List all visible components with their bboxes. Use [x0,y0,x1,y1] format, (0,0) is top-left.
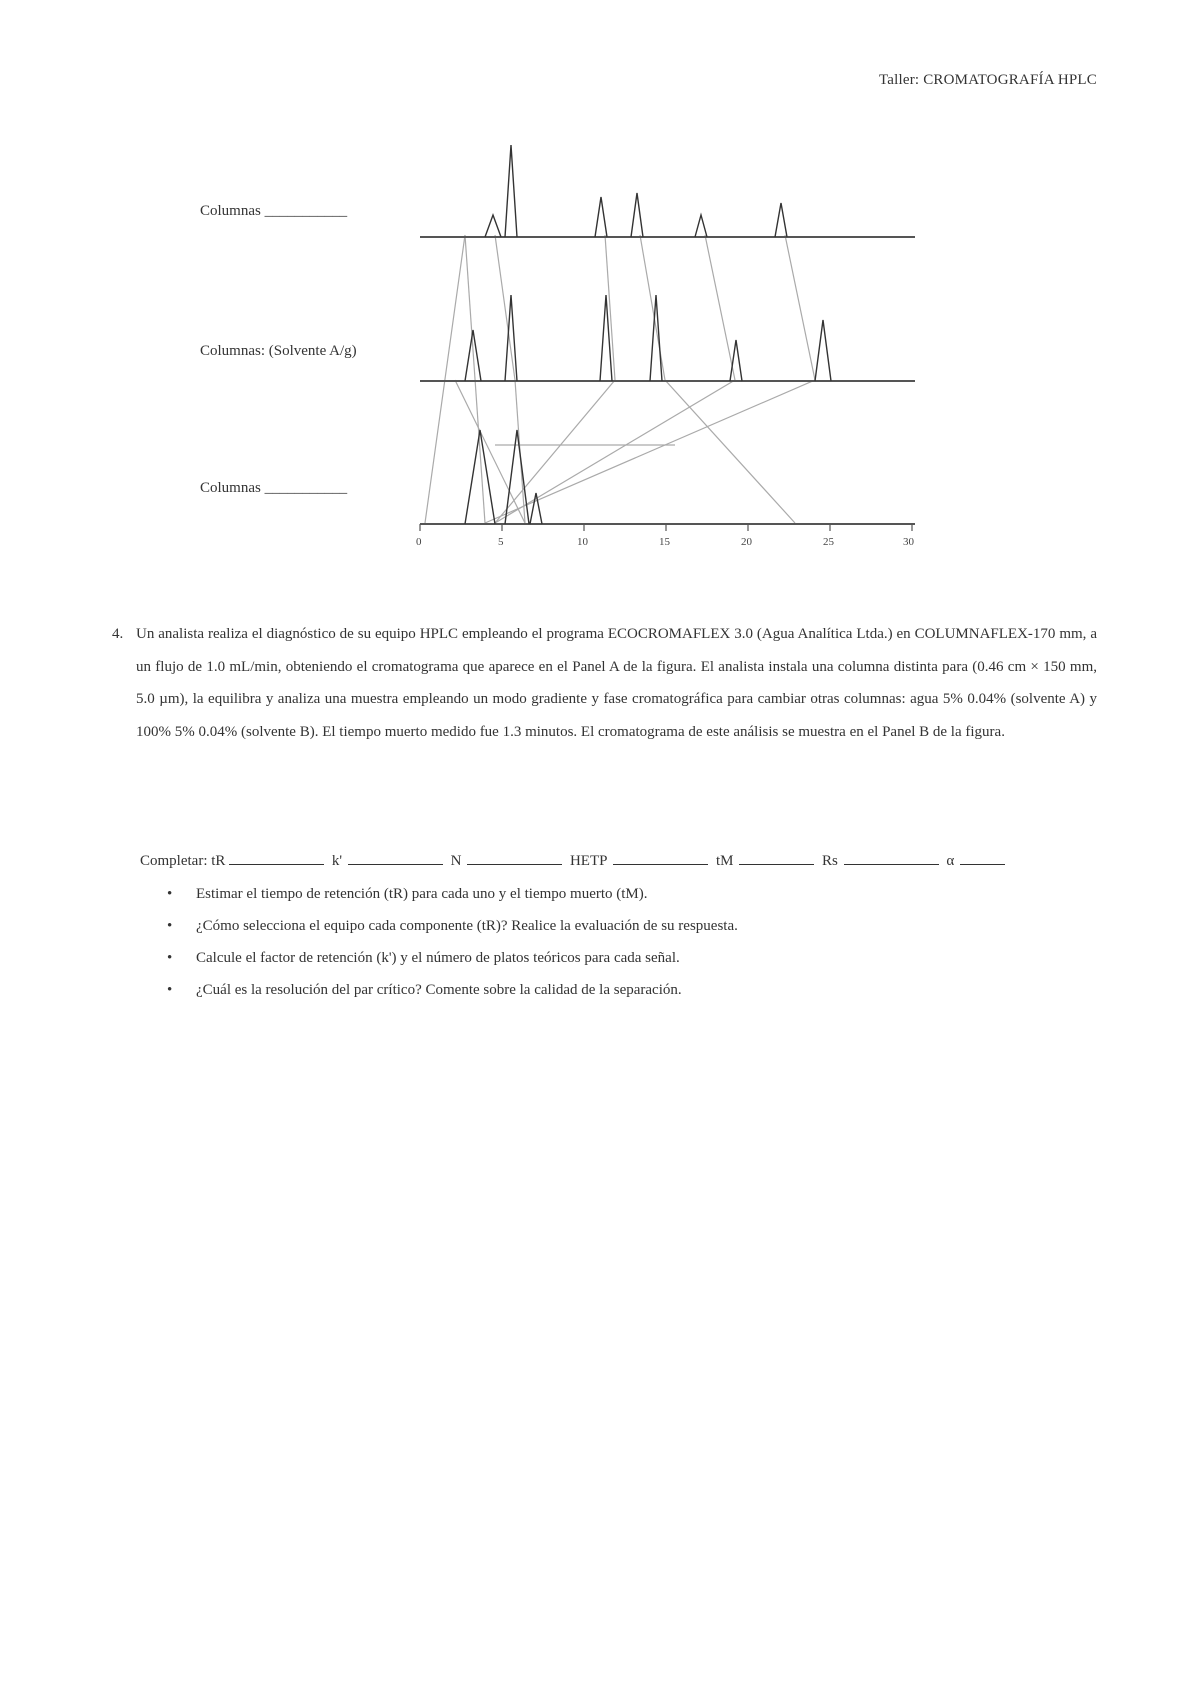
bullet-icon: • [167,950,173,966]
panel-label-bottom: Columnas ___________ [200,480,348,496]
bullet-icon: • [167,982,173,998]
bullet-icon: • [167,886,173,902]
list-item [140,974,1040,1006]
panel-label-middle: Columnas: (Solvente A/g) [200,343,357,359]
question-number: 4. [112,626,124,642]
panel-label-top: Columnas ___________ [200,203,348,219]
bullet-icon: • [167,918,173,934]
task-text: ¿Cuál es la resolución del par crítico? Comente sobre la calidad de la separación. [196,982,682,998]
x-tick-10: 10 [577,536,588,548]
chromatogram-figure [195,145,995,600]
panel-labels [200,203,357,496]
x-tick-0: 0 [416,536,422,548]
task-list [140,878,1040,1006]
question-4 [112,618,1097,748]
x-tick-30: 30 [903,536,914,548]
x-axis [416,524,915,548]
task-text: ¿Cómo selecciona el equipo cada componente (tR)? Realice la evaluación de su respuesta. [196,918,738,934]
completion-line [140,850,1100,870]
symbol-alpha: α [946,853,955,869]
blank-n[interactable] [467,850,562,865]
task-text: Calcule el factor de retención (k') y el número de platos teóricos para cada señal. [196,950,680,966]
x-tick-25: 25 [823,536,834,548]
x-tick-15: 15 [659,536,670,548]
completion-label: Completar: tR [140,853,226,869]
list-item [140,878,1040,910]
baselines [420,237,915,524]
symbol-k: k' [331,853,343,869]
connecting-lines [425,235,815,523]
x-tick-5: 5 [498,536,504,548]
page-header: Taller: CROMATOGRAFÍA HPLC [878,72,1097,88]
symbol-n: N [450,853,462,869]
blank-rs[interactable] [844,850,939,865]
x-tick-20: 20 [741,536,752,548]
task-text: Estimar el tiempo de retención (tR) para cada uno y el tiempo muerto (tM). [196,886,648,902]
blank-tm[interactable] [739,850,814,865]
question-text: Un analista realiza el diagnóstico de su equipo HPLC empleando el programa ECOCROMAFLEX 3.0 (Agua Analítica Ltda.) en COLUMNAFLEX-170 mm, a un flujo de 1.0 mL/min, obteniendo el cromatograma que aparece en el Panel A de la figura. El analista instala una columna distinta para (0.46 cm × 150 mm, 5.0 µm), la equilibra y analiza una muestra empleando un modo gradiente y fase cromatográfica para cambiar otras columnas: agua 5% 0.04% (solvente A) y 100% 5% 0.04% (solvente B). El tiempo muerto medido fue 1.3 minutos. El cromatograma de este análisis se muestra en el Panel B de la figura. [136,626,1097,740]
peaks [465,145,831,524]
symbol-rs: Rs [821,853,838,869]
list-item [140,910,1040,942]
blank-alpha[interactable] [960,850,1005,865]
symbol-hetp: HETP [569,853,608,869]
blank-k[interactable] [348,850,443,865]
blank-hetp[interactable] [613,850,708,865]
list-item [140,942,1040,974]
symbol-tm: tM [715,853,734,869]
blank-tr[interactable] [229,850,324,865]
